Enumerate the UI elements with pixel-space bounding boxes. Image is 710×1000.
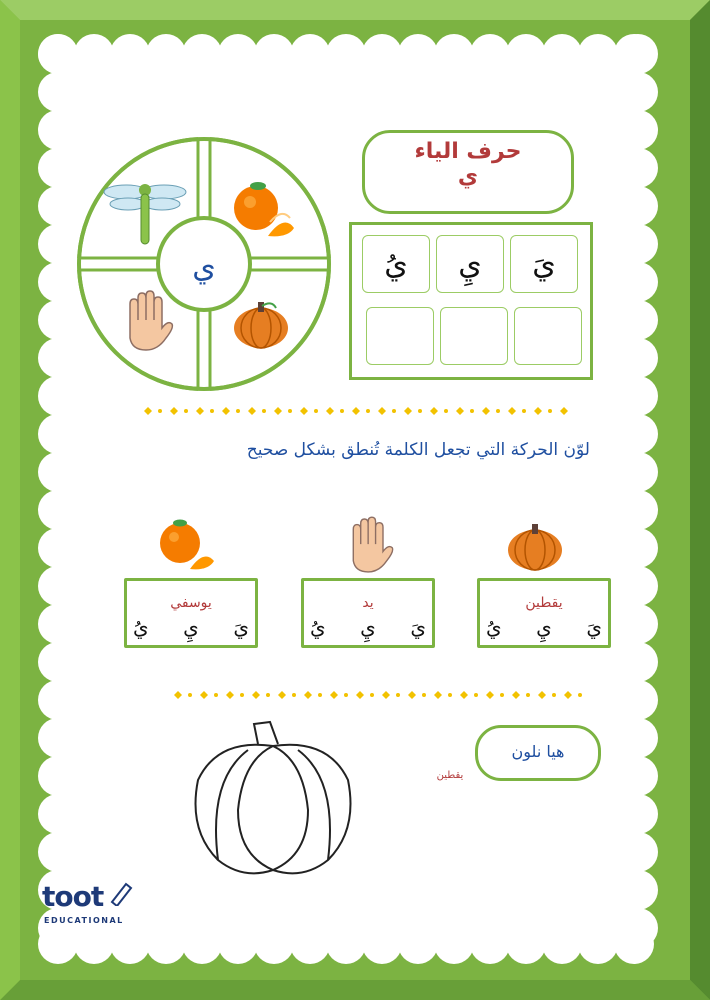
- divider-diamond: [560, 407, 568, 415]
- divider-diamond: [512, 691, 520, 699]
- divider-dot: [418, 409, 422, 413]
- divider-diamond: [252, 691, 260, 699]
- option-fatha[interactable]: يَ: [586, 615, 602, 639]
- divider-diamond: [170, 407, 178, 415]
- orange-icon: [228, 178, 298, 240]
- option-damma[interactable]: يُ: [310, 615, 326, 639]
- option-damma[interactable]: يُ: [486, 615, 502, 639]
- title-text: حرف الياء: [414, 139, 522, 164]
- divider-dot: [262, 409, 266, 413]
- divider-diamond: [226, 691, 234, 699]
- option-kasra[interactable]: يِ: [360, 615, 376, 639]
- divider-dot: [240, 693, 244, 697]
- logo-name: toot: [42, 880, 104, 913]
- lets-color-button[interactable]: هيا نلون: [475, 725, 601, 781]
- hand-icon: [344, 516, 396, 574]
- divider-diamond: [196, 407, 204, 415]
- divider-diamond: [326, 407, 334, 415]
- divider-dot: [288, 409, 292, 413]
- option-kasra[interactable]: يِ: [536, 615, 552, 639]
- dotted-divider: [140, 406, 570, 416]
- divider-diamond: [508, 407, 516, 415]
- pencil-icon: [108, 880, 134, 906]
- divider-diamond: [222, 407, 230, 415]
- divider-diamond: [538, 691, 546, 699]
- pumpkin-icon: [232, 298, 290, 350]
- divider-dot: [314, 409, 318, 413]
- center-letter: ي: [192, 250, 216, 285]
- divider-dot: [422, 693, 426, 697]
- divider-dot: [500, 693, 504, 697]
- divider-dot: [292, 693, 296, 697]
- divider-dot: [470, 409, 474, 413]
- letter-grid: [349, 222, 593, 380]
- divider-dot: [392, 409, 396, 413]
- divider-diamond: [352, 407, 360, 415]
- word-card-orange: [124, 578, 258, 648]
- divider-diamond: [460, 691, 468, 699]
- divider-diamond: [434, 691, 442, 699]
- word-label: يوسفي: [170, 595, 212, 611]
- divider-dot: [526, 693, 530, 697]
- divider-diamond: [408, 691, 416, 699]
- divider-diamond: [382, 691, 390, 699]
- divider-dot: [370, 693, 374, 697]
- divider-dot: [214, 693, 218, 697]
- title-box: [362, 130, 574, 214]
- divider-diamond: [248, 407, 256, 415]
- option-fatha[interactable]: يَ: [233, 615, 249, 639]
- divider-dot: [496, 409, 500, 413]
- grid-cell-empty[interactable]: [440, 307, 508, 365]
- divider-diamond: [330, 691, 338, 699]
- divider-diamond: [456, 407, 464, 415]
- divider-dot: [448, 693, 452, 697]
- pumpkin-icon: [506, 520, 564, 572]
- divider-diamond: [304, 691, 312, 699]
- grid-cell-kasra: يِ: [436, 235, 504, 293]
- divider-dot: [340, 409, 344, 413]
- divider-diamond: [430, 407, 438, 415]
- divider-dot: [548, 409, 552, 413]
- coloring-caption: يقطين: [436, 770, 464, 781]
- divider-diamond: [278, 691, 286, 699]
- grid-cell-empty[interactable]: [366, 307, 434, 365]
- divider-dot: [444, 409, 448, 413]
- divider-dot: [266, 693, 270, 697]
- word-card-pumpkin: [477, 578, 611, 648]
- hand-icon: [120, 290, 176, 352]
- divider-diamond: [274, 407, 282, 415]
- divider-diamond: [564, 691, 572, 699]
- divider-dot: [158, 409, 162, 413]
- grid-cell-fatha: يَ: [510, 235, 578, 293]
- divider-diamond: [378, 407, 386, 415]
- divider-dot: [184, 409, 188, 413]
- divider-diamond: [300, 407, 308, 415]
- divider-diamond: [404, 407, 412, 415]
- divider-dot: [522, 409, 526, 413]
- word-card-hand: [301, 578, 435, 648]
- title-letter: ي: [457, 164, 479, 189]
- divider-diamond: [174, 691, 182, 699]
- orange-icon: [154, 515, 218, 573]
- dotted-divider: [170, 690, 590, 700]
- pumpkin-coloring-outline[interactable]: [188, 720, 358, 880]
- divider-diamond: [200, 691, 208, 699]
- divider-dot: [344, 693, 348, 697]
- option-kasra[interactable]: يِ: [183, 615, 199, 639]
- divider-dot: [210, 409, 214, 413]
- instruction-text: لوّن الحركة التي تجعل الكلمة تُنطق بشكل صحيح: [246, 440, 590, 460]
- toot-logo: [42, 880, 138, 930]
- word-label: يد: [362, 595, 374, 611]
- divider-diamond: [144, 407, 152, 415]
- divider-dot: [396, 693, 400, 697]
- divider-diamond: [482, 407, 490, 415]
- divider-dot: [236, 409, 240, 413]
- divider-dot: [188, 693, 192, 697]
- divider-dot: [474, 693, 478, 697]
- option-fatha[interactable]: يَ: [410, 615, 426, 639]
- divider-diamond: [486, 691, 494, 699]
- option-damma[interactable]: يُ: [133, 615, 149, 639]
- word-label: يقطين: [525, 595, 563, 611]
- divider-diamond: [356, 691, 364, 699]
- grid-cell-empty[interactable]: [514, 307, 582, 365]
- divider-dot: [552, 693, 556, 697]
- dragonfly-icon: [100, 178, 190, 250]
- divider-dot: [366, 409, 370, 413]
- logo-tagline: EDUCATIONAL: [44, 916, 124, 925]
- grid-cell-damma: يُ: [362, 235, 430, 293]
- divider-dot: [318, 693, 322, 697]
- divider-dot: [578, 693, 582, 697]
- divider-diamond: [534, 407, 542, 415]
